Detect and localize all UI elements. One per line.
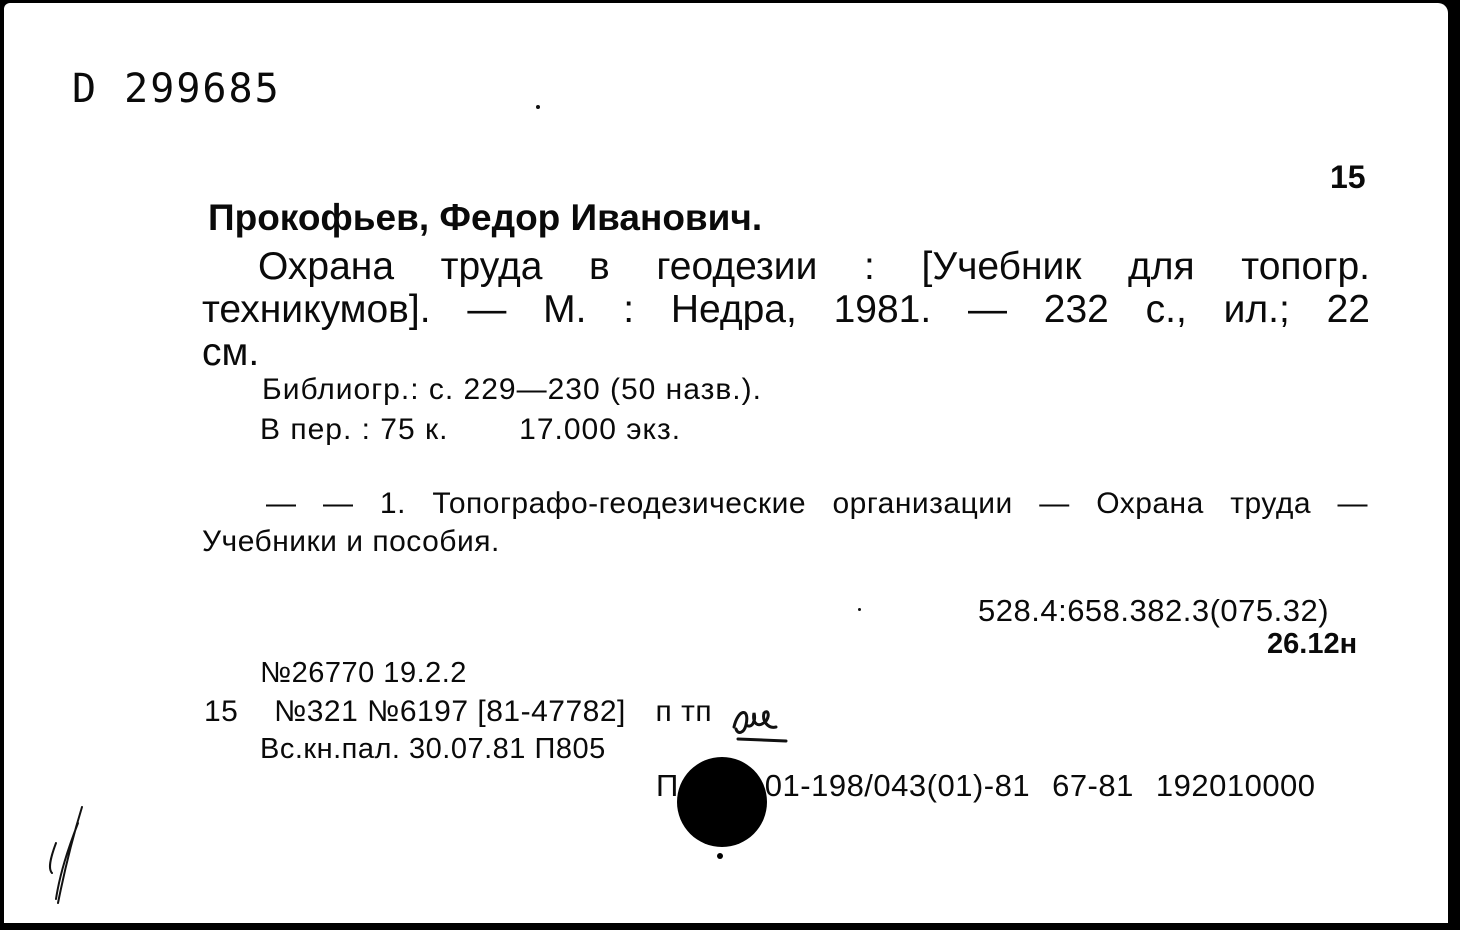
binding-price: В пер. : 75 к. bbox=[260, 413, 449, 446]
bbk-index: 26.12н bbox=[1267, 628, 1358, 660]
margin-pencil-mark-icon bbox=[44, 803, 94, 913]
press-info: Вс.кн.пал. 30.07.81 П805 bbox=[260, 733, 606, 765]
catalog-code: 01-198/043(01)-81 bbox=[764, 768, 1031, 803]
catalog-prefix: П bbox=[656, 768, 679, 803]
subject-line-1: — — 1. Топографо-геодезические организации — Охрана труда — bbox=[266, 487, 1368, 520]
print-suffix: п тп bbox=[655, 695, 713, 728]
bibliography-note: Библиогр.: с. 229—230 (50 назв.). bbox=[262, 373, 762, 406]
registration-number: №26770 19.2.2 bbox=[260, 657, 467, 689]
title-line-1: Охрана труда в геодезии : [Учебник для топогр. bbox=[258, 245, 1370, 288]
printing-info bbox=[204, 697, 712, 727]
title-line-3: см. bbox=[202, 331, 260, 374]
catalog-mid: 67-81 bbox=[1052, 768, 1134, 803]
title-description bbox=[202, 245, 1370, 374]
print-numbers: №321 №6197 [81-47782] bbox=[274, 695, 626, 728]
author-heading: Прокофьев, Федор Иванович. bbox=[208, 197, 763, 238]
price-and-print-run bbox=[260, 415, 681, 445]
subject-tracing bbox=[202, 485, 1368, 561]
udc-index: 528.4:658.382.3(075.32) bbox=[978, 593, 1330, 628]
inventory-stamp: D 299685 bbox=[72, 66, 281, 112]
print-prefix: 15 bbox=[204, 695, 239, 728]
title-line-2: техникумов]. — М. : Недра, 1981. — 232 с., ил.; 22 bbox=[202, 288, 1370, 331]
ink-blot-icon bbox=[676, 756, 776, 864]
print-run: 17.000 экз. bbox=[519, 413, 682, 446]
subject-line-2: Учебники и пособия. bbox=[202, 525, 500, 558]
handwritten-initials-icon bbox=[724, 699, 794, 749]
ink-speck bbox=[858, 608, 861, 611]
ink-speck bbox=[536, 105, 540, 109]
page-number: 15 bbox=[1330, 159, 1366, 195]
catalog-card bbox=[4, 3, 1448, 923]
catalog-end: 192010000 bbox=[1155, 768, 1316, 803]
